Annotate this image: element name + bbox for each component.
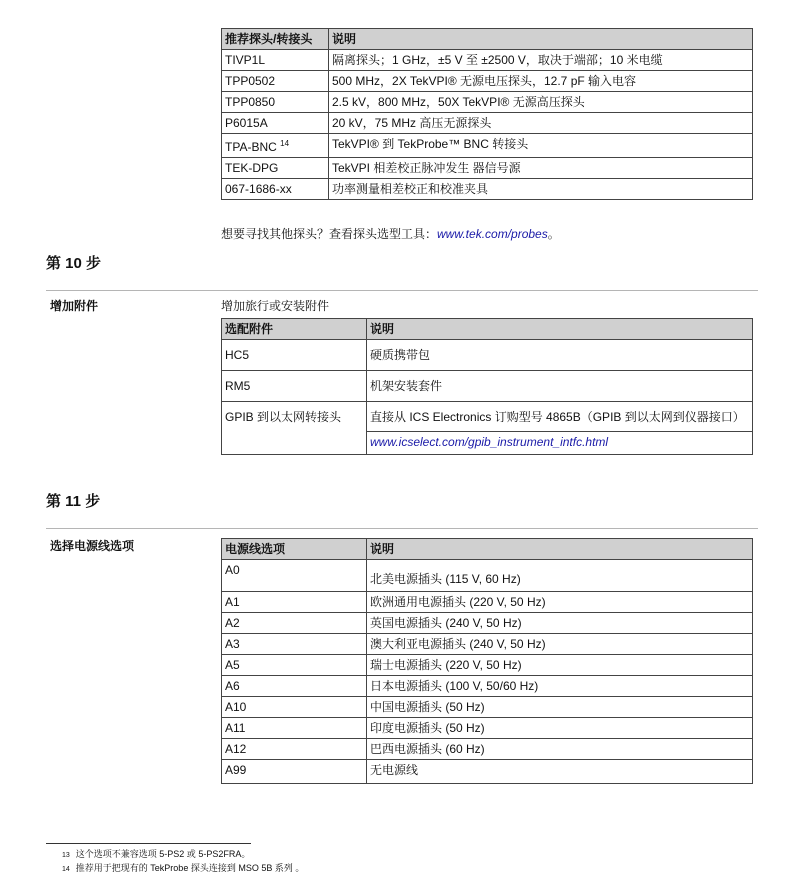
step10-title: 第 10 步 [46, 255, 102, 272]
accessory-header-option: 选配附件 [222, 319, 367, 340]
accessory-table [221, 318, 753, 455]
power-option: A2 [222, 613, 367, 634]
accessory-option: RM5 [222, 371, 367, 402]
probe-desc: TekVPI® 到 TekProbe™ BNC 转接头 [329, 134, 753, 158]
table-row [222, 134, 753, 158]
step10-divider [46, 290, 758, 291]
table-row [222, 718, 753, 739]
power-option: A0 [222, 560, 367, 592]
probe-model [222, 134, 329, 158]
power-desc: 欧洲通用电源插头 (220 V, 50 Hz) [367, 592, 753, 613]
footnote-number: 13 [62, 852, 70, 859]
table-row [222, 655, 753, 676]
power-cord-table [221, 538, 753, 784]
table-row [222, 760, 753, 784]
probe-header-model: 推荐探头/转接头 [222, 29, 329, 50]
power-desc: 瑞士电源插头 (220 V, 50 Hz) [367, 655, 753, 676]
power-desc: 英国电源插头 (240 V, 50 Hz) [367, 613, 753, 634]
probe-header-desc: 说明 [329, 29, 753, 50]
accessory-desc [367, 402, 753, 455]
table-row [222, 340, 753, 371]
probe-model-text: TPA-BNC [225, 140, 277, 154]
footnote-number: 14 [62, 866, 70, 873]
step10-intro: 增加旅行或安装附件 [221, 299, 330, 313]
table-row [222, 71, 753, 92]
table-row [222, 613, 753, 634]
footnote-divider [46, 843, 251, 844]
table-row [222, 50, 753, 71]
probe-desc: 隔离探头；1 GHz，±5 V 至 ±2500 V，取决于端部；10 米电缆 [329, 50, 753, 71]
step11-title: 第 11 步 [46, 493, 101, 510]
power-option: A3 [222, 634, 367, 655]
power-option: A10 [222, 697, 367, 718]
table-row [222, 560, 753, 592]
accessory-option: HC5 [222, 340, 367, 371]
probe-model: TEK-DPG [222, 158, 329, 179]
table-row [222, 92, 753, 113]
table-row [222, 697, 753, 718]
footnote [62, 847, 250, 860]
probe-model: P6015A [222, 113, 329, 134]
probe-desc: 2.5 kV，800 MHz，50X TekVPI® 无源高压探头 [329, 92, 753, 113]
probe-desc: 20 kV，75 MHz 高压无源探头 [329, 113, 753, 134]
accessory-desc-text: 直接从 ICS Electronics 订购型号 4865B（GPIB 到以太网到仪器接口） [367, 402, 752, 432]
accessory-table-header [222, 319, 753, 340]
ics-link[interactable]: www.icselect.com/gpib_instrument_intfc.html [370, 435, 609, 449]
probes-link[interactable]: www.tek.com/probes [437, 227, 548, 241]
power-option: A6 [222, 676, 367, 697]
power-header-desc: 说明 [367, 539, 753, 560]
table-row [222, 113, 753, 134]
accessory-option: GPIB 到以太网转接头 [222, 402, 367, 455]
power-option: A99 [222, 760, 367, 784]
probe-note-end: 。 [547, 227, 560, 241]
power-desc: 澳大利亚电源插头 (240 V, 50 Hz) [367, 634, 753, 655]
power-option: A12 [222, 739, 367, 760]
step11-label: 选择电源线选项 [50, 539, 135, 553]
table-row [222, 634, 753, 655]
footnote-ref: 14 [280, 139, 290, 148]
probe-desc: 功率测量相差校正和校准夹具 [329, 179, 753, 200]
probe-model: TPP0502 [222, 71, 329, 92]
table-row [222, 676, 753, 697]
probe-model: TPP0850 [222, 92, 329, 113]
footnote [62, 861, 304, 874]
table-row [222, 402, 753, 455]
accessory-desc: 机架安装套件 [367, 371, 753, 402]
step11-divider [46, 528, 758, 529]
table-row [222, 371, 753, 402]
step10-label: 增加附件 [50, 299, 99, 313]
table-row [222, 592, 753, 613]
power-desc: 无电源线 [367, 760, 753, 784]
footnote-text: 推荐用于把现有的 TekProbe 探头连接到 MSO 5B 系列 。 [75, 863, 305, 873]
power-cord-table-header [222, 539, 753, 560]
footnote-text: 这个选项不兼容选项 5-PS2 或 5-PS2FRA。 [75, 849, 251, 859]
power-desc: 印度电源插头 (50 Hz) [367, 718, 753, 739]
table-row [222, 158, 753, 179]
probe-model: TIVP1L [222, 50, 329, 71]
power-desc: 中国电源插头 (50 Hz) [367, 697, 753, 718]
power-option: A11 [222, 718, 367, 739]
power-desc: 北美电源插头 (115 V, 60 Hz) [367, 560, 753, 592]
power-option: A5 [222, 655, 367, 676]
probe-note [221, 225, 560, 242]
accessory-desc: 硬质携带包 [367, 340, 753, 371]
power-header-option: 电源线选项 [222, 539, 367, 560]
probe-note-text: 想要寻找其他探头？查看探头选型工具： [221, 227, 438, 241]
probe-desc: TekVPI 相差校正脉冲发生 器信号源 [329, 158, 753, 179]
probe-model: 067-1686-xx [222, 179, 329, 200]
power-option: A1 [222, 592, 367, 613]
table-row [222, 179, 753, 200]
power-desc: 巴西电源插头 (60 Hz) [367, 739, 753, 760]
table-row [222, 739, 753, 760]
probe-table [221, 28, 753, 200]
accessory-header-desc: 说明 [367, 319, 753, 340]
power-desc: 日本电源插头 (100 V, 50/60 Hz) [367, 676, 753, 697]
probe-table-header [222, 29, 753, 50]
probe-desc: 500 MHz，2X TekVPI® 无源电压探头，12.7 pF 输入电容 [329, 71, 753, 92]
